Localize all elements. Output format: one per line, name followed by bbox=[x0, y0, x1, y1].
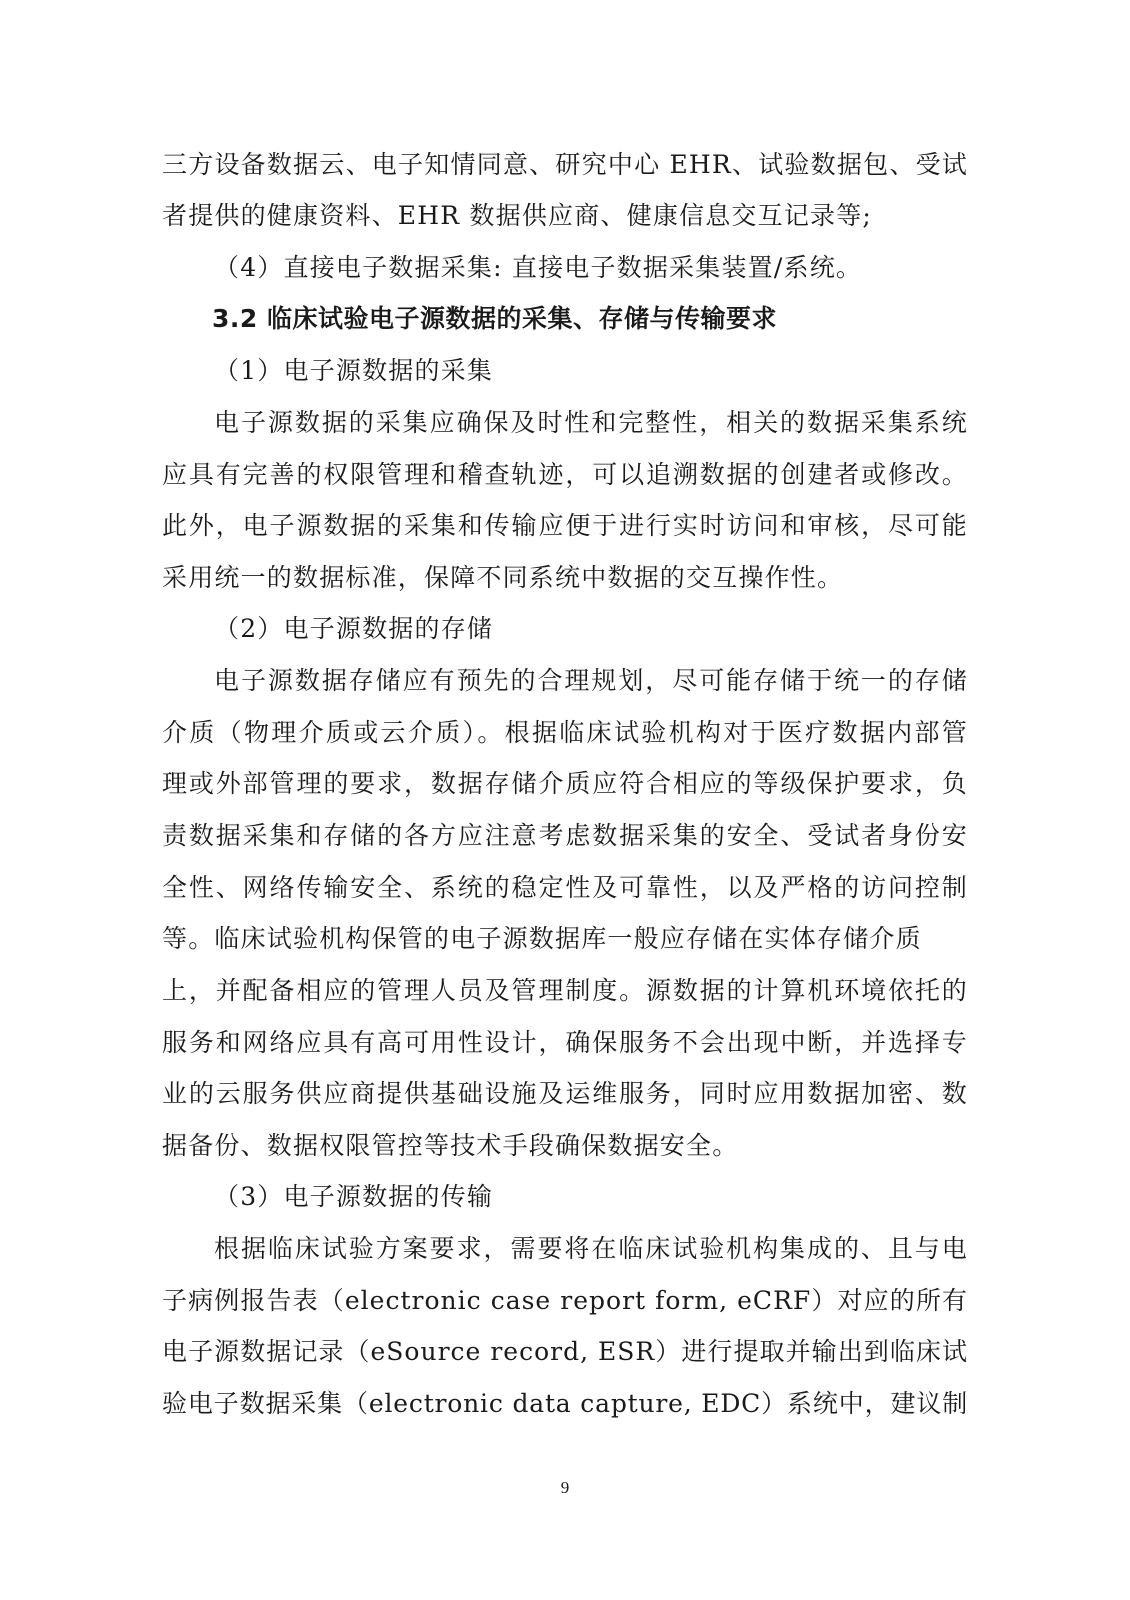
body-text-line: 验电子数据采集（electronic data capture, EDC）系统中，建议制 bbox=[162, 1389, 968, 1418]
body-text-line: 根据临床试验方案要求，需要将在临床试验机构集成的、且与电 bbox=[214, 1234, 968, 1263]
body-text-line: 三方设备数据云、电子知情同意、研究中心 EHR、试验数据包、受试 bbox=[162, 150, 968, 179]
subsection-heading: （2）电子源数据的存储 bbox=[214, 614, 494, 643]
body-text-line: 等。临床试验机构保管的电子源数据库一般应存储在实体存储介质 bbox=[162, 924, 922, 953]
body-text-line: 电子源数据的采集应确保及时性和完整性，相关的数据采集系统 bbox=[214, 408, 968, 437]
body-text-line: 介质（物理介质或云介质）。根据临床试验机构对于医疗数据内部管 bbox=[162, 718, 968, 747]
body-text-line: 电子源数据记录（eSource record, ESR）进行提取并输出到临床试 bbox=[162, 1337, 968, 1366]
page-number: 9 bbox=[560, 1478, 570, 1497]
body-text-line: 业的云服务供应商提供基础设施及运维服务，同时应用数据加密、数 bbox=[162, 1079, 968, 1108]
body-text-line: 责数据采集和存储的各方应注意考虑数据采集的安全、受试者身份安 bbox=[162, 821, 968, 850]
body-text-line: 理或外部管理的要求，数据存储介质应符合相应的等级保护要求，负 bbox=[162, 769, 968, 798]
list-item-text: （4）直接电子数据采集: 直接电子数据采集装置/系统。 bbox=[214, 253, 863, 282]
body-text-line: 者提供的健康资料、EHR 数据供应商、健康信息交互记录等; bbox=[162, 201, 873, 230]
body-text-line: 上，并配备相应的管理人员及管理制度。源数据的计算机环境依托的 bbox=[162, 976, 968, 1005]
section-heading: 3.2 临床试验电子源数据的采集、存储与传输要求 bbox=[212, 304, 777, 333]
body-text-line: 电子源数据存储应有预先的合理规划，尽可能存储于统一的存储 bbox=[214, 666, 968, 695]
body-text-line: 全性、网络传输安全、系统的稳定性及可靠性，以及严格的访问控制 bbox=[162, 873, 968, 902]
body-text-line: 此外，电子源数据的采集和传输应便于进行实时访问和审核，尽可能 bbox=[162, 511, 968, 540]
subsection-heading: （1）电子源数据的采集 bbox=[214, 356, 494, 385]
body-text-line: 子病例报告表（electronic case report form, eCRF）对应的所有 bbox=[162, 1286, 968, 1315]
body-text-line: 采用统一的数据标准，保障不同系统中数据的交互操作性。 bbox=[162, 563, 844, 592]
body-text-line: 应具有完善的权限管理和稽查轨迹，可以追溯数据的创建者或修改。 bbox=[162, 460, 968, 489]
body-text-line: 服务和网络应具有高可用性设计，确保服务不会出现中断，并选择专 bbox=[162, 1028, 968, 1057]
body-text-line: 据备份、数据权限管控等技术手段确保数据安全。 bbox=[162, 1131, 739, 1160]
subsection-heading: （3）电子源数据的传输 bbox=[214, 1182, 494, 1211]
